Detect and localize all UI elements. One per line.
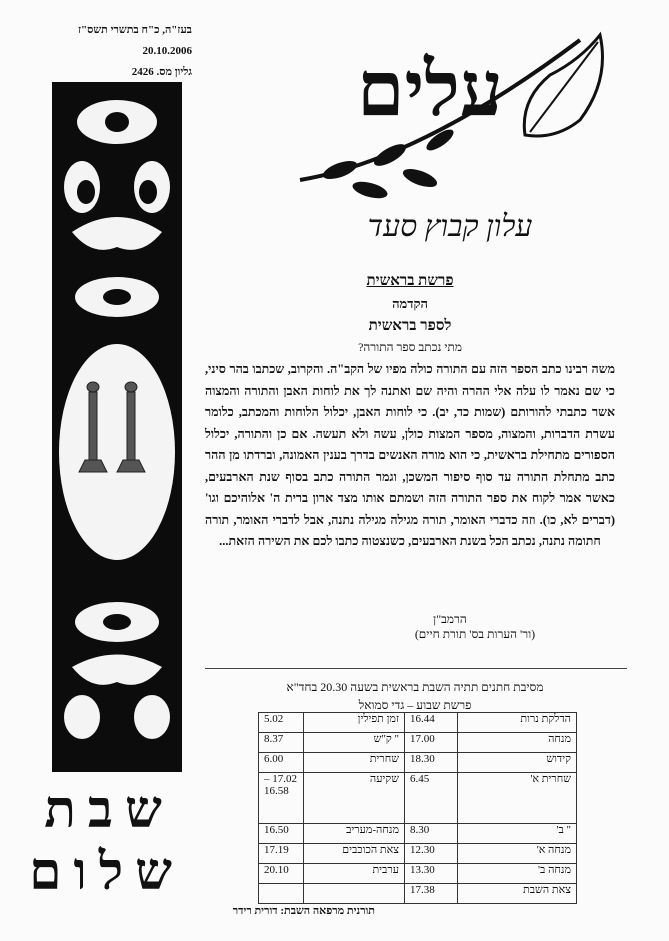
table-cell: 6.45 [405,773,458,824]
table-cell: " ק"ש [304,733,405,753]
table-cell: 6.00 [259,753,304,773]
table-row [259,773,577,824]
source-note: (ור' הערות בס' תורת חיים) [414,627,536,641]
table-cell: 12.30 [405,844,458,864]
table-cell: 17.02 – 16.58 [259,773,304,824]
table-cell: 20.10 [259,864,304,884]
table-cell: צאת הכוכבים [304,844,405,864]
shabbat-shalom-title [29,780,184,910]
table-cell: 16.50 [259,824,304,844]
table-cell: 17.00 [405,733,458,753]
issue-header [52,20,192,83]
article-body: משה רבינו כתב הספר הזה עם התורה כולה מפיו של הקב"ה. והקרוב, שכתבו בהר סיני, כי שם נאמר לו עלה אלי ההרה והיה שם ואתנה לך את לוחות האבן והתורה והמצוה אשר כתבתי להורותם (שמות כד, יב). כי לוחות האבן, יכלול הלוחות והמכתב, כלומר עשרת הדברות, והמצוה, מספר המצות כולן, עשה ולא תעשה. אם כן והתורה, יכלול הספורים מתחילת בראשית, כי הוא מורה האנשים בדרך בענין האמונה, וברדתו מן ההר כתב מתחלת התורה עד סוף סיפור המשכן, וגמר התורה כתב בסוף שנת הארבעים, כאשר אמר לקוח את ספר התורה הזה ושמתם אותו מצד ארון ברית ה' אלוהיכם וגו' (דברים לא, כו). וזה כדברי האומר, תורה מגילה מגילה נתנה, אבל לדברי האומר, תורה חתומה נתנה, נכתב הכל בשנת הארבעים, כשנצטוה כתבו לכם את השירה הזאת... [205,362,615,548]
shabbat-word: שבת [44,782,174,839]
table-cell: שחרית [304,753,405,773]
article-signature [205,612,615,642]
parasha-reader: פרשת שבוע – גדי סמואל [358,698,472,712]
table-cell: זמן תפילין [304,713,405,733]
issue-number: גליון מס. 2426 [131,66,192,78]
article-question: מתי נכתב ספר התורה? [358,340,462,354]
table-row [259,844,577,864]
table-cell: " ב' [458,824,577,844]
table-cell: 5.02 [259,713,304,733]
logo-title: עלים [357,48,503,132]
schedule-notes [205,678,625,714]
table-cell: 13.30 [405,864,458,884]
table-cell: שחרית א' [458,773,577,824]
table-row [259,713,577,733]
divider [205,668,627,669]
table-cell: 18.30 [405,753,458,773]
ornament-icon [52,82,182,772]
table-cell: ערבית [304,864,405,884]
intro-heading: הקדמה [392,296,428,311]
hebrew-date: בעז"ה, כ"ח בתשרי תשס"ז [77,24,192,36]
article [205,273,615,553]
table-row [259,864,577,884]
logo [280,20,620,240]
leaf-logo-icon [280,20,620,220]
table-cell [304,884,405,904]
nurse-on-duty: תורנית מרפאה השבת: דורית רידר [232,905,375,917]
table-cell: 8.37 [259,733,304,753]
decorative-panel [52,82,182,772]
event-note: מסיבת חתנים תתיה השבת בראשית בשעה 20.30 בחד"א [286,680,544,694]
table-cell: שקיעה [304,773,405,824]
table-cell: קידוש [458,753,577,773]
table-cell: 8.30 [405,824,458,844]
table-cell: הדלקת נרות [458,713,577,733]
table-row [259,884,577,904]
table-cell: מנחה ב' [458,864,577,884]
table-cell: 17.38 [405,884,458,904]
author: הרמב"ן [433,612,467,626]
table-cell: צאת השבת [458,884,577,904]
table-cell: 16.44 [405,713,458,733]
newsletter-subtitle: עלון קבוץ סעד [367,210,533,243]
shalom-word: שלום [29,844,184,901]
prayer-times-table [258,712,577,904]
table-row [259,753,577,773]
table-cell: 17.19 [259,844,304,864]
table-row [259,733,577,753]
table-cell [259,884,304,904]
book-heading: לספר בראשית [368,318,452,334]
gregorian-date: 20.10.2006 [142,45,192,57]
table-cell: מנחה א' [458,844,577,864]
table-cell: מנחה [458,733,577,753]
parasha-title: פרשת בראשית [366,273,454,289]
table-row [259,824,577,844]
table-cell: מנחה-מעריב [304,824,405,844]
